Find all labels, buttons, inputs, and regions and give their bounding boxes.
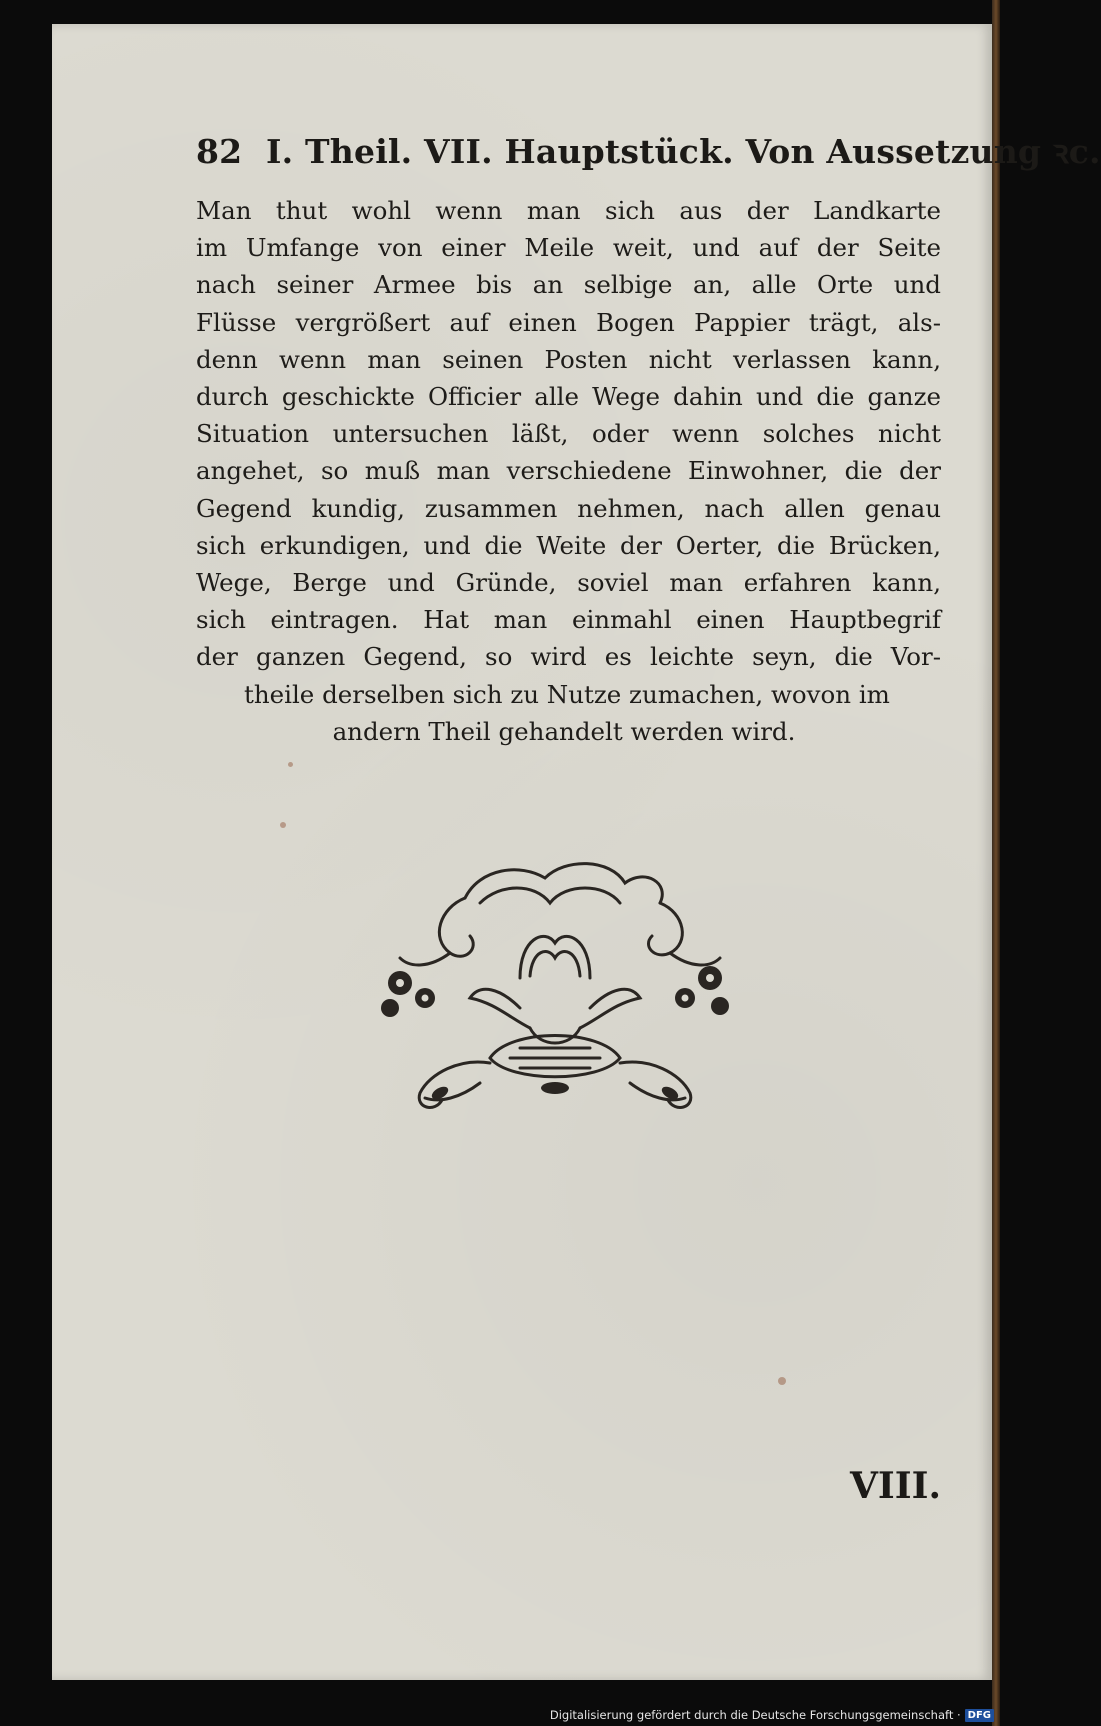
catchword: VIII. <box>850 1465 941 1507</box>
book-edge <box>992 0 1000 1726</box>
text-line: andern Theil gehandelt werden wird. <box>332 716 796 746</box>
text-line: sich erkundigen, und die Weite der Oerter, die Brücken, <box>196 530 941 560</box>
text-line: denn wenn man seinen Posten nicht verlassen kann, <box>196 344 941 374</box>
running-title: I. Theil. VII. Hauptstück. Von Aussetzung ꝛc. <box>266 132 1101 171</box>
paper-stain <box>778 1377 786 1385</box>
text-line: im Umfange von einer Meile weit, und auf der Seite <box>196 233 941 263</box>
scan-top-border <box>52 0 1000 24</box>
text-line: sich eintragen. Hat man einmahl einen Hauptbegrif <box>196 605 941 635</box>
text-line: theile derselben sich zu Nutze zumachen, wovon im <box>244 679 890 709</box>
footer-credit <box>550 1708 994 1722</box>
paper-stain <box>280 822 286 828</box>
text-line: Man thut wohl wenn man sich aus der Landkarte <box>196 196 941 225</box>
text-line: angehet, so muß man verschiedene Einwohner, die der <box>196 456 941 486</box>
text-line: Flüsse vergrößert auf einen Bogen Pappier trägt, als- <box>196 307 941 337</box>
page-header <box>196 128 1101 173</box>
dfg-logo: DFG <box>965 1709 994 1722</box>
text-line: der ganzen Gegend, so wird es leichte seyn, die Vor- <box>196 642 941 672</box>
paper-stain <box>288 762 293 767</box>
text-line: Gegend kundig, zusammen nehmen, nach allen genau <box>196 493 941 523</box>
text-line: durch geschickte Officier alle Wege dahin und die ganze <box>196 382 941 412</box>
text-line: Situation untersuchen läßt, oder wenn solches nicht <box>196 419 941 449</box>
text-line: Wege, Berge und Gründe, soviel man erfahren kann, <box>196 568 941 598</box>
vignette-ornament <box>370 858 740 1118</box>
funding-credit-text: Digitalisierung gefördert durch die Deutsche Forschungsgemeinschaft · <box>549 1708 961 1722</box>
page-number: 82 <box>196 132 243 171</box>
text-line: nach seiner Armee bis an selbige an, alle Orte und <box>196 270 941 300</box>
body-paragraph <box>196 192 941 750</box>
